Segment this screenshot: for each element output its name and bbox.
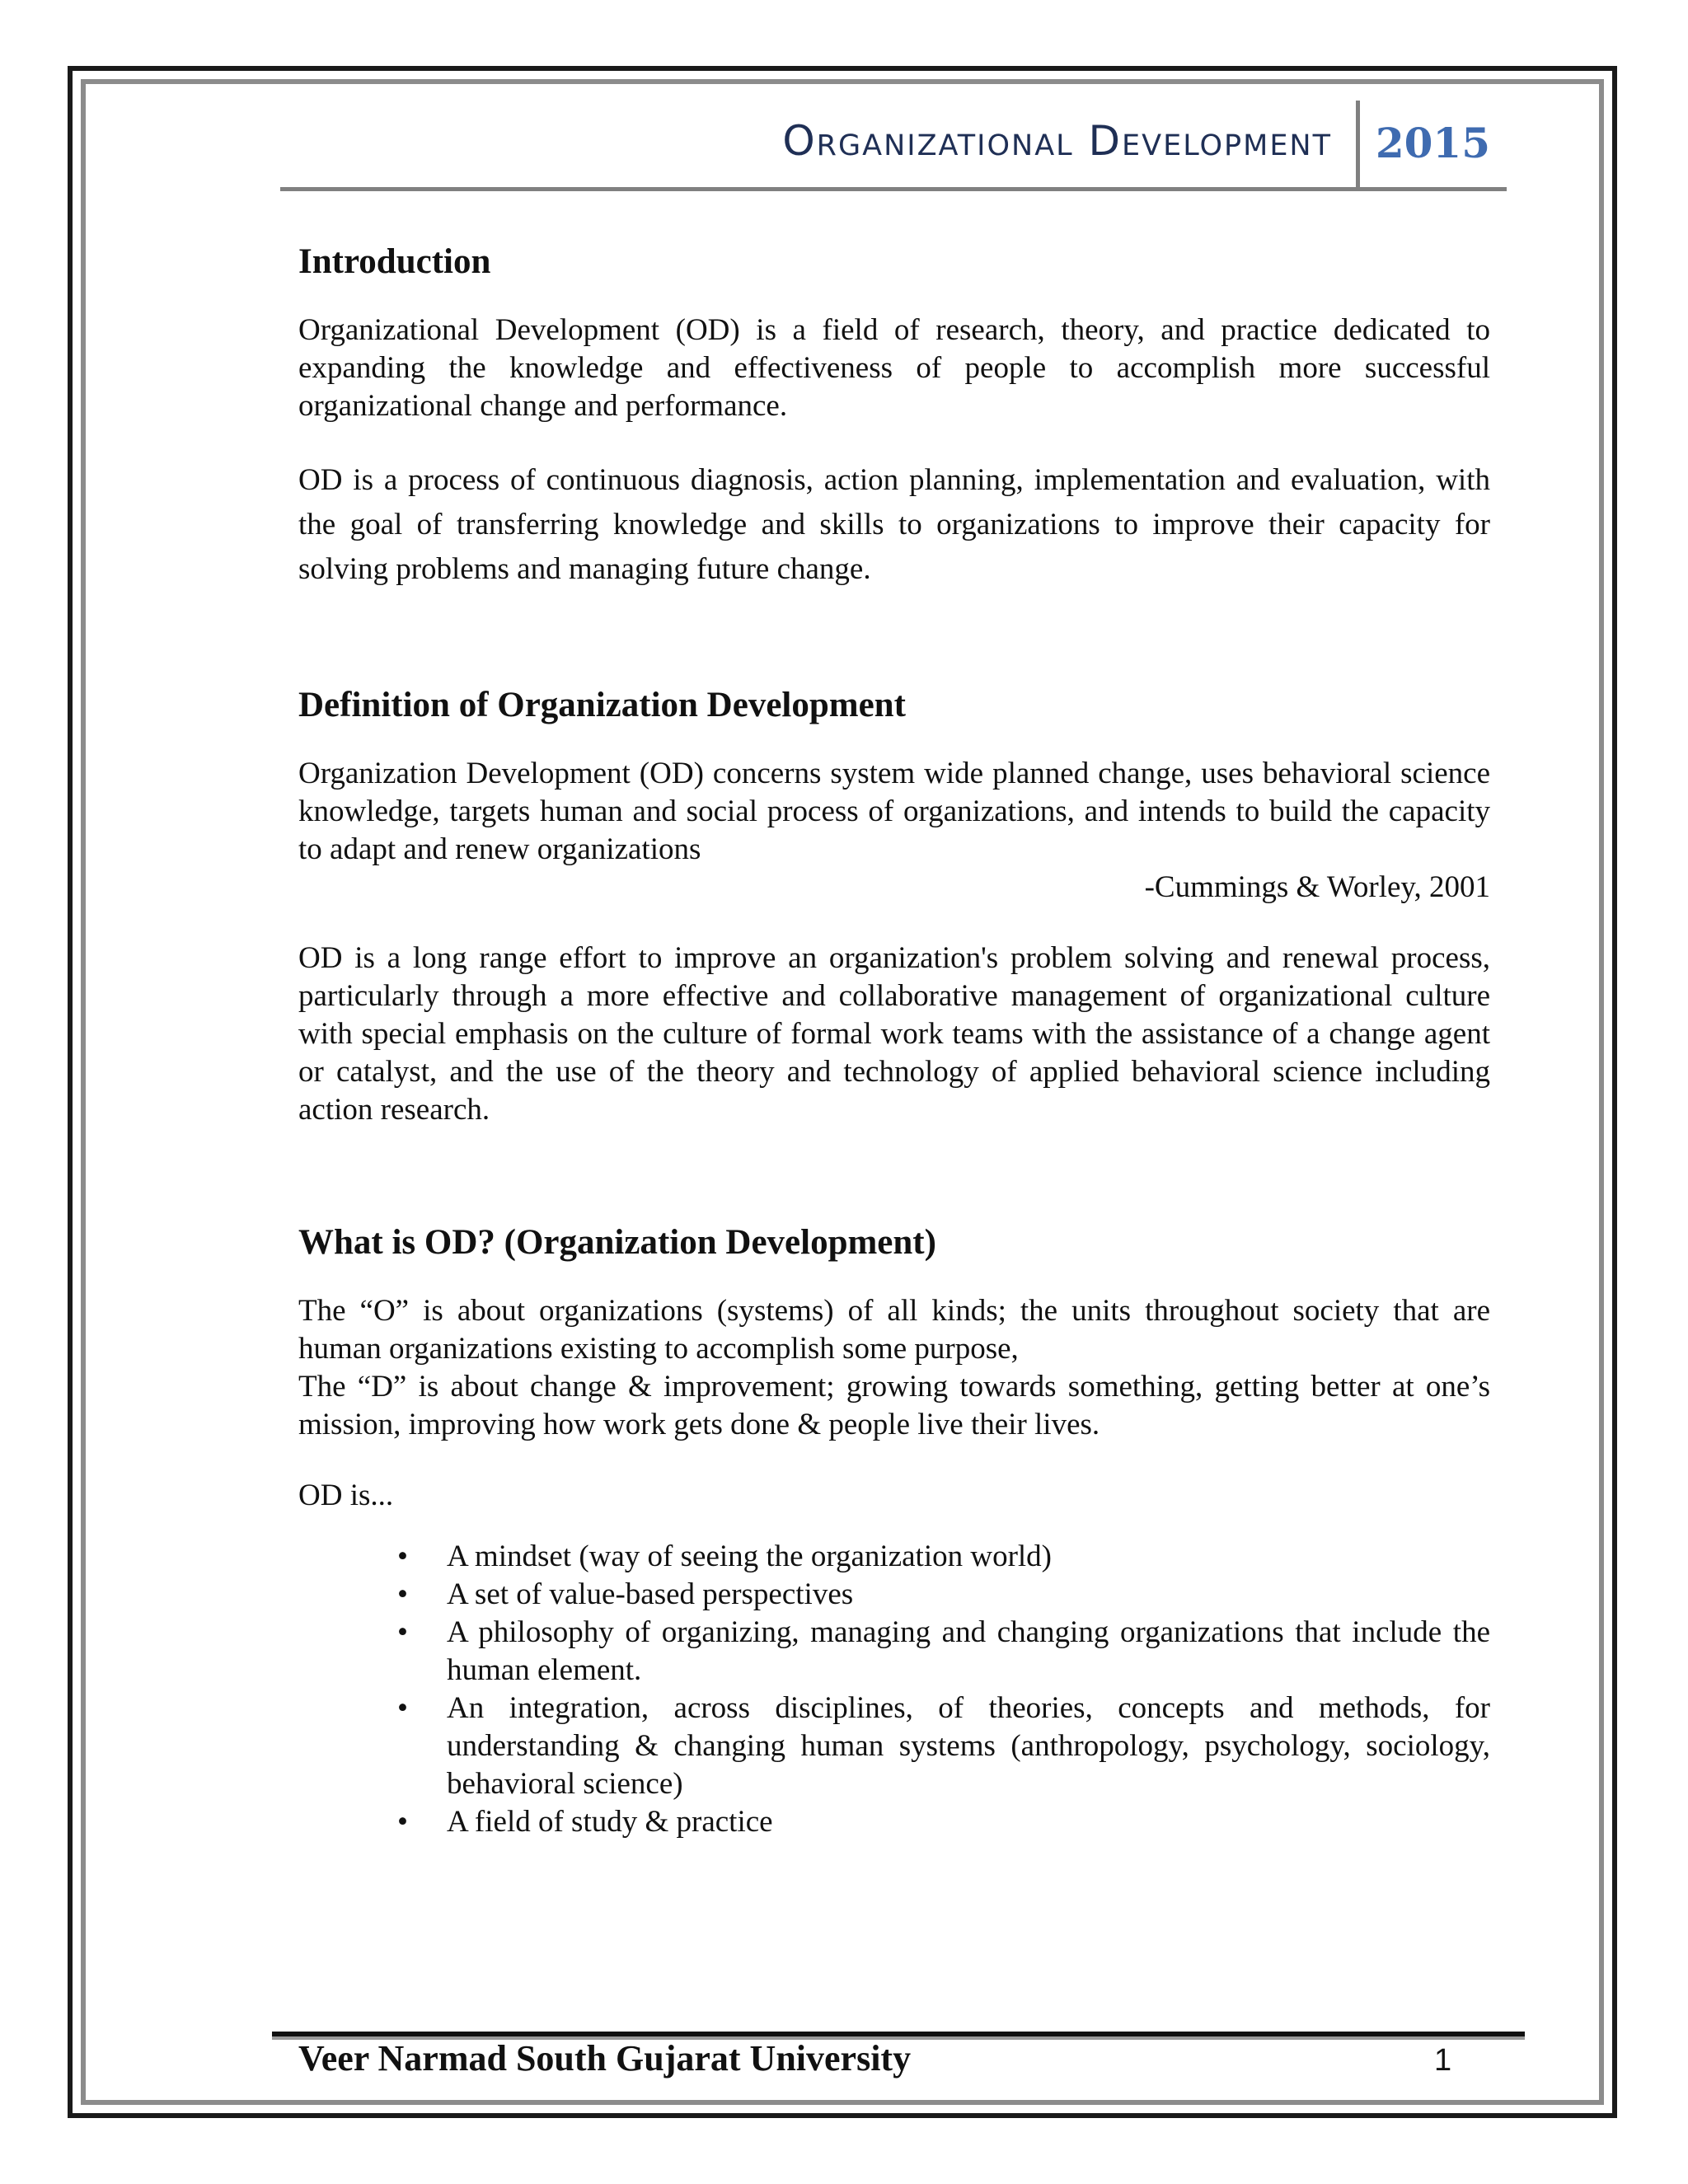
introduction-heading: Introduction bbox=[298, 242, 491, 281]
d-explanation: The “D” is about change & improvement; growing towards something, getting better at one’s mission, improving how work gets done & people live their lives. bbox=[298, 1370, 1490, 1441]
list-item: • A field of study & practice bbox=[447, 1803, 1490, 1841]
o-explanation: The “O” is about organizations (systems) of all kinds; the units throughout society that are human organizations existing to accomplish some purpose, bbox=[298, 1294, 1490, 1366]
definition-heading: Definition of Organization Development bbox=[298, 686, 906, 724]
introduction-paragraph-2: OD is a process of continuous diagnosis, action planning, implementation and evaluation, with the goal of transferring knowledge and skills to organizations to improve their capacity for solving problems and managing future change. bbox=[298, 463, 1490, 586]
od-is-list bbox=[298, 1538, 1490, 1841]
introduction-paragraph-1: Organizational Development (OD) is a field of research, theory, and practice dedicated to expanding the knowledge and effectiveness of people to accomplish more successful organizational change and performance. bbox=[298, 313, 1490, 423]
definition-paragraph-2: OD is a long range effort to improve an organization's problem solving and renewal process, particularly through a more effective and collaborative management of organizational culture with special emphasis on the culture of formal work teams with the assistance of a change agent or catalyst, and the use of the theory and technology of applied behavioral science including action research. bbox=[298, 941, 1490, 1127]
list-item: • A set of value-based perspectives bbox=[447, 1576, 1490, 1614]
list-item: • An integration, across disciplines, of theories, concepts and methods, for understanding & changing human systems (anthropology, psychology, sociology, behavioral science) bbox=[397, 1691, 1490, 1801]
definition-paragraph-1: Organization Development (OD) concerns system wide planned change, uses behavioral science knowledge, targets human and social process of organizations, and intends to build the capacity to adapt and renew organizations bbox=[298, 757, 1490, 866]
list-item: • A philosophy of organizing, managing and changing organizations that include the human element. bbox=[397, 1615, 1490, 1687]
od-is-intro: OD is... bbox=[298, 1479, 394, 1512]
bullet-icon: • bbox=[397, 1691, 408, 1725]
bullet-icon: • bbox=[397, 1615, 408, 1649]
definition-attribution: -Cummings & Worley, 2001 bbox=[1144, 870, 1490, 904]
bullet-icon: • bbox=[397, 1540, 408, 1573]
list-item: • A mindset (way of seeing the organization world) bbox=[447, 1538, 1490, 1576]
page-header bbox=[280, 101, 1507, 190]
header-divider bbox=[1356, 101, 1360, 190]
page-content bbox=[298, 241, 1490, 1841]
header-title: Organizational Development bbox=[782, 117, 1332, 165]
header-rule bbox=[280, 187, 1507, 191]
what-is-od-heading: What is OD? (Organization Development) bbox=[298, 1223, 936, 1262]
footer-university: Veer Narmad South Gujarat University bbox=[298, 2038, 912, 2079]
header-year: 2015 bbox=[1375, 119, 1490, 167]
bullet-icon: • bbox=[397, 1805, 408, 1839]
page-number: 1 bbox=[1434, 2043, 1452, 2078]
bullet-icon: • bbox=[397, 1577, 408, 1611]
